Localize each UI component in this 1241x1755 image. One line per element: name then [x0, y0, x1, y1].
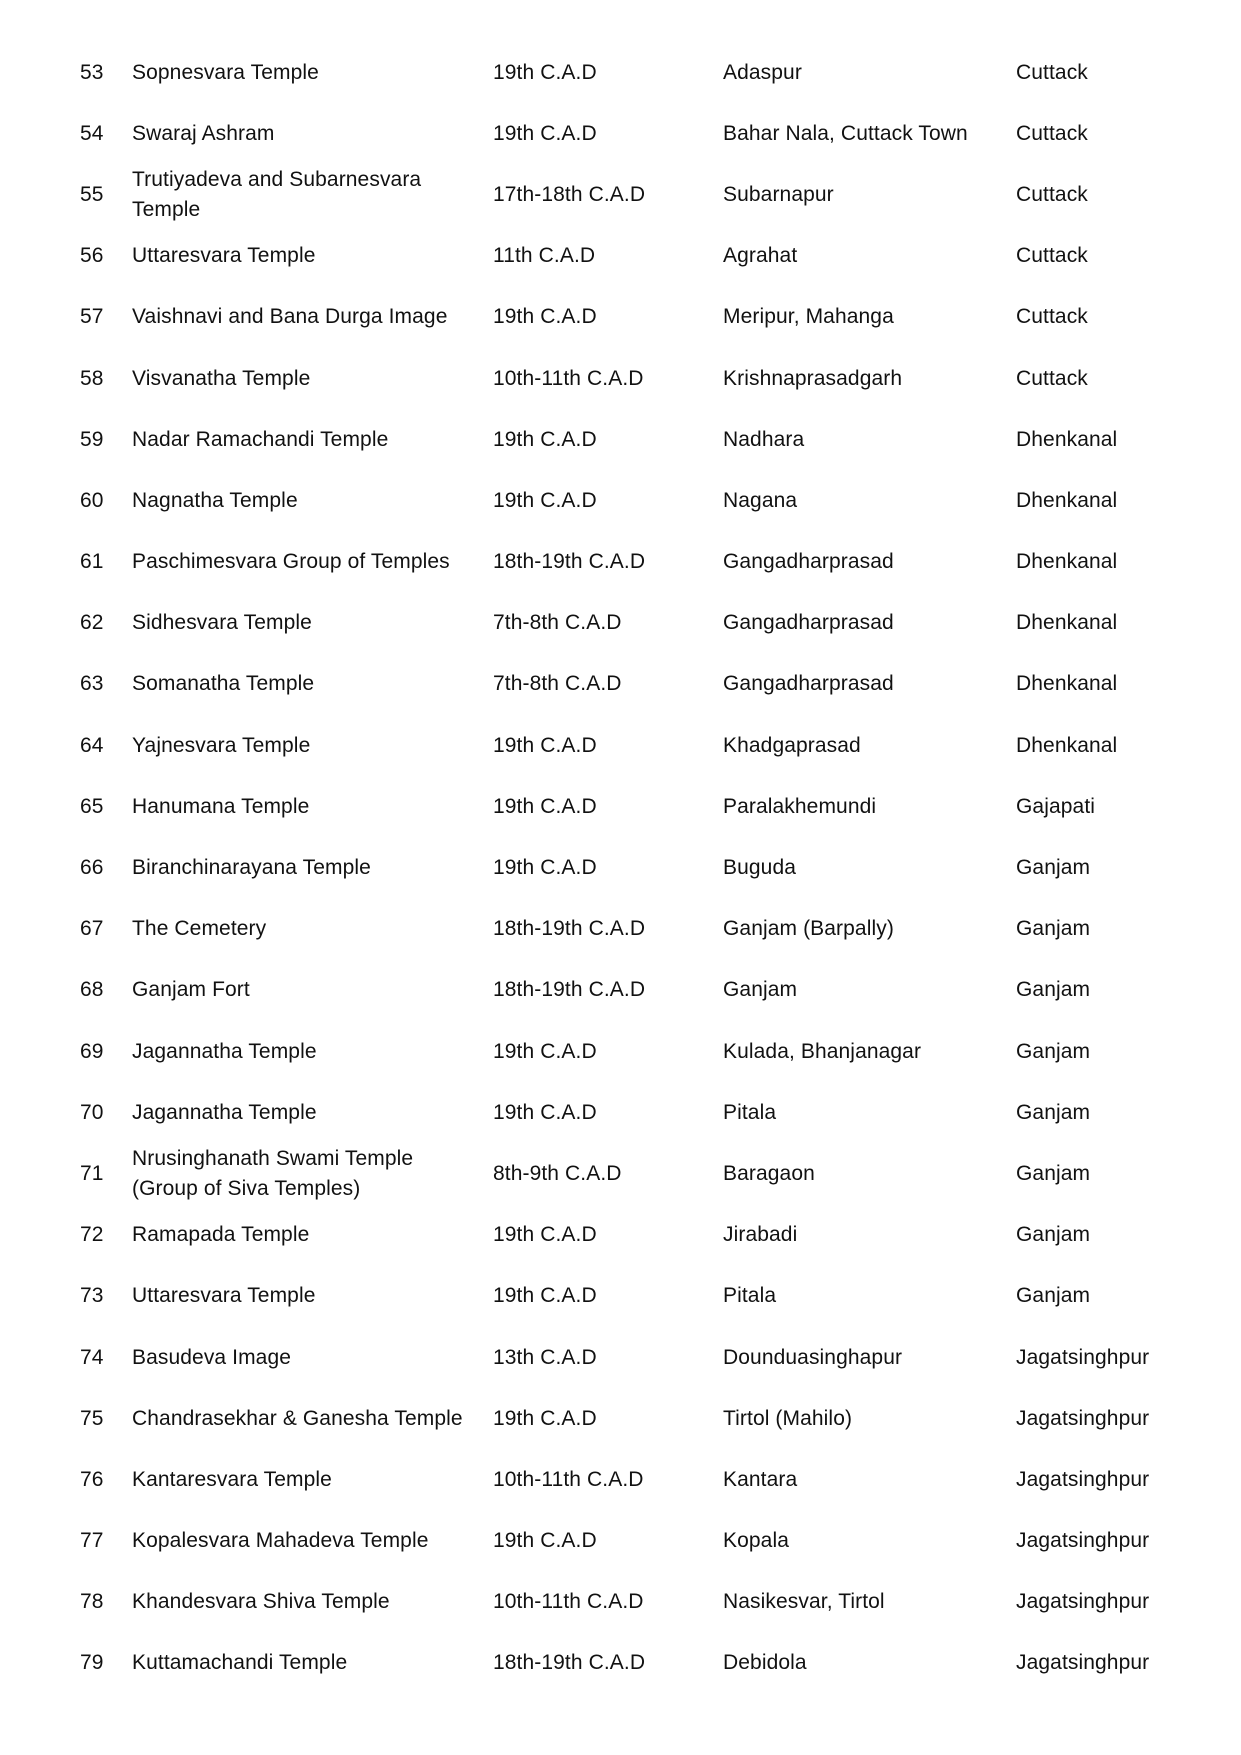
monument-name: Swaraj Ashram [132, 121, 275, 145]
monument-name: Kantaresvara Temple [132, 1467, 332, 1491]
monument-name: Visvanatha Temple [132, 366, 311, 390]
monument-name: Basudeva Image [132, 1345, 292, 1369]
district: Jagatsinghpur [1016, 1529, 1150, 1553]
monument-name: Jagannatha Temple [132, 1100, 317, 1124]
serial-number: 71 [80, 1161, 104, 1185]
location: Baragaon [723, 1161, 815, 1185]
district: Ganjam [1016, 856, 1091, 880]
period: 17th-18th C.A.D [493, 182, 646, 206]
serial-number: 57 [80, 305, 104, 329]
monument-name: Vaishnavi and Bana Durga Image [132, 305, 448, 329]
monument-name: Kuttamachandi Temple [132, 1651, 348, 1675]
period: 19th C.A.D [493, 488, 597, 512]
district: Dhenkanal [1016, 611, 1118, 635]
table-row [0, 1388, 1241, 1449]
period: 19th C.A.D [493, 1406, 597, 1430]
location: Nadhara [723, 427, 805, 451]
district: Ganjam [1016, 978, 1091, 1002]
district: Jagatsinghpur [1016, 1590, 1150, 1614]
location: Nasikesvar, Tirtol [723, 1590, 885, 1614]
serial-number: 70 [80, 1100, 104, 1124]
district: Cuttack [1016, 244, 1088, 268]
serial-number: 59 [80, 427, 104, 451]
table-row [0, 1143, 1241, 1204]
serial-number: 63 [80, 672, 104, 696]
location: Adaspur [723, 60, 802, 84]
district: Jagatsinghpur [1016, 1651, 1150, 1675]
monument-name: Uttaresvara Temple [132, 1284, 316, 1308]
location: Nagana [723, 488, 798, 512]
monument-name: The Cemetery [132, 917, 267, 941]
location: Gangadharprasad [723, 611, 894, 635]
serial-number: 69 [80, 1039, 104, 1063]
serial-number: 65 [80, 794, 104, 818]
district: Ganjam [1016, 1223, 1091, 1247]
serial-number: 60 [80, 488, 104, 512]
monument-name: Biranchinarayana Temple [132, 856, 371, 880]
location: Kantara [723, 1467, 798, 1491]
table-row [0, 1205, 1241, 1266]
location: Meripur, Mahanga [723, 305, 894, 329]
period: 18th-19th C.A.D [493, 917, 646, 941]
serial-number: 76 [80, 1467, 104, 1491]
monument-name: Nagnatha Temple [132, 488, 298, 512]
monument-name: Somanatha Temple [132, 672, 315, 696]
table-row [0, 776, 1241, 837]
district: Jagatsinghpur [1016, 1345, 1150, 1369]
monument-name: Jagannatha Temple [132, 1039, 317, 1063]
period: 19th C.A.D [493, 1529, 597, 1553]
serial-number: 74 [80, 1345, 104, 1369]
monument-name: Kopalesvara Mahadeva Temple [132, 1529, 429, 1553]
period: 19th C.A.D [493, 1223, 597, 1247]
district: Ganjam [1016, 1039, 1091, 1063]
table-row [0, 287, 1241, 348]
serial-number: 53 [80, 60, 104, 84]
serial-number: 79 [80, 1651, 104, 1675]
period: 19th C.A.D [493, 794, 597, 818]
district: Jagatsinghpur [1016, 1467, 1150, 1491]
serial-number: 67 [80, 917, 104, 941]
period: 10th-11th C.A.D [493, 366, 644, 390]
location: Ganjam [723, 978, 798, 1002]
monument-name: Yajnesvara Temple [132, 733, 311, 757]
table-row [0, 348, 1241, 409]
serial-number: 54 [80, 121, 104, 145]
period: 19th C.A.D [493, 121, 597, 145]
table-row [0, 470, 1241, 531]
location: Bahar Nala, Cuttack Town [723, 121, 968, 145]
district: Dhenkanal [1016, 427, 1118, 451]
location: Pitala [723, 1100, 777, 1124]
period: 18th-19th C.A.D [493, 978, 646, 1002]
serial-number: 75 [80, 1406, 104, 1430]
serial-number: 55 [80, 182, 104, 206]
district: Dhenkanal [1016, 550, 1118, 574]
location: Agrahat [723, 244, 798, 268]
table-row [0, 1449, 1241, 1510]
location: Ganjam (Barpally) [723, 917, 894, 941]
table-row [0, 715, 1241, 776]
period: 19th C.A.D [493, 856, 597, 880]
serial-number: 58 [80, 366, 104, 390]
serial-number: 66 [80, 856, 104, 880]
serial-number: 78 [80, 1590, 104, 1614]
period: 18th-19th C.A.D [493, 550, 646, 574]
district: Cuttack [1016, 60, 1088, 84]
period: 19th C.A.D [493, 1284, 597, 1308]
period: 19th C.A.D [493, 1100, 597, 1124]
table-row [0, 1633, 1241, 1694]
district: Gajapati [1016, 794, 1096, 818]
table-row [0, 1082, 1241, 1143]
table-row [0, 593, 1241, 654]
serial-number: 64 [80, 733, 104, 757]
table-row [0, 409, 1241, 470]
serial-number: 61 [80, 550, 104, 574]
period: 10th-11th C.A.D [493, 1467, 644, 1491]
table-row [0, 42, 1241, 103]
district: Cuttack [1016, 121, 1088, 145]
district: Dhenkanal [1016, 488, 1118, 512]
location: Paralakhemundi [723, 794, 877, 818]
district: Ganjam [1016, 1284, 1091, 1308]
monument-name: Sidhesvara Temple [132, 611, 312, 635]
period: 7th-8th C.A.D [493, 611, 622, 635]
period: 19th C.A.D [493, 733, 597, 757]
period: 18th-19th C.A.D [493, 1651, 646, 1675]
monument-name: Paschimesvara Group of Temples [132, 550, 450, 574]
serial-number: 62 [80, 611, 104, 635]
monument-table [0, 42, 1241, 1694]
monument-name: Trutiyadeva and Subarnesvara Temple [132, 167, 422, 221]
district: Cuttack [1016, 182, 1088, 206]
table-row [0, 1021, 1241, 1082]
monument-name: Nrusinghanath Swami Temple (Group of Siva Temples) [132, 1146, 414, 1200]
table-row [0, 532, 1241, 593]
monument-name: Hanumana Temple [132, 794, 310, 818]
location: Tirtol (Mahilo) [723, 1406, 853, 1430]
monument-name: Uttaresvara Temple [132, 244, 316, 268]
location: Dounduasinghapur [723, 1345, 903, 1369]
table-row [0, 164, 1241, 225]
district: Jagatsinghpur [1016, 1406, 1150, 1430]
district: Ganjam [1016, 1100, 1091, 1124]
serial-number: 72 [80, 1223, 104, 1247]
location: Khadgaprasad [723, 733, 861, 757]
period: 19th C.A.D [493, 427, 597, 451]
district: Dhenkanal [1016, 672, 1118, 696]
table-row [0, 837, 1241, 898]
period: 10th-11th C.A.D [493, 1590, 644, 1614]
district: Ganjam [1016, 1161, 1091, 1185]
period: 19th C.A.D [493, 305, 597, 329]
serial-number: 56 [80, 244, 104, 268]
location: Kopala [723, 1529, 789, 1553]
location: Gangadharprasad [723, 672, 894, 696]
monument-name: Sopnesvara Temple [132, 60, 319, 84]
table-row [0, 654, 1241, 715]
location: Kulada, Bhanjanagar [723, 1039, 922, 1063]
period: 8th-9th C.A.D [493, 1161, 622, 1185]
location: Gangadharprasad [723, 550, 894, 574]
period: 19th C.A.D [493, 60, 597, 84]
table-row [0, 899, 1241, 960]
monument-name: Chandrasekhar & Ganesha Temple [132, 1406, 463, 1430]
location: Subarnapur [723, 182, 834, 206]
district: Cuttack [1016, 305, 1088, 329]
table-row [0, 103, 1241, 164]
district: Ganjam [1016, 917, 1091, 941]
serial-number: 73 [80, 1284, 104, 1308]
monument-name: Ganjam Fort [132, 978, 250, 1002]
table-row [0, 1266, 1241, 1327]
table-row [0, 1572, 1241, 1633]
serial-number: 77 [80, 1529, 104, 1553]
district: Cuttack [1016, 366, 1088, 390]
period: 19th C.A.D [493, 1039, 597, 1063]
location: Krishnaprasadgarh [723, 366, 903, 390]
location: Buguda [723, 856, 797, 880]
location: Pitala [723, 1284, 777, 1308]
location: Debidola [723, 1651, 807, 1675]
period: 13th C.A.D [493, 1345, 597, 1369]
period: 11th C.A.D [493, 244, 596, 268]
serial-number: 68 [80, 978, 104, 1002]
table-row [0, 960, 1241, 1021]
monument-name: Khandesvara Shiva Temple [132, 1590, 390, 1614]
table-row [0, 1511, 1241, 1572]
period: 7th-8th C.A.D [493, 672, 622, 696]
monument-name: Nadar Ramachandi Temple [132, 427, 389, 451]
table-row [0, 1327, 1241, 1388]
monument-name: Ramapada Temple [132, 1223, 310, 1247]
district: Dhenkanal [1016, 733, 1118, 757]
table-row [0, 226, 1241, 287]
location: Jirabadi [723, 1223, 798, 1247]
